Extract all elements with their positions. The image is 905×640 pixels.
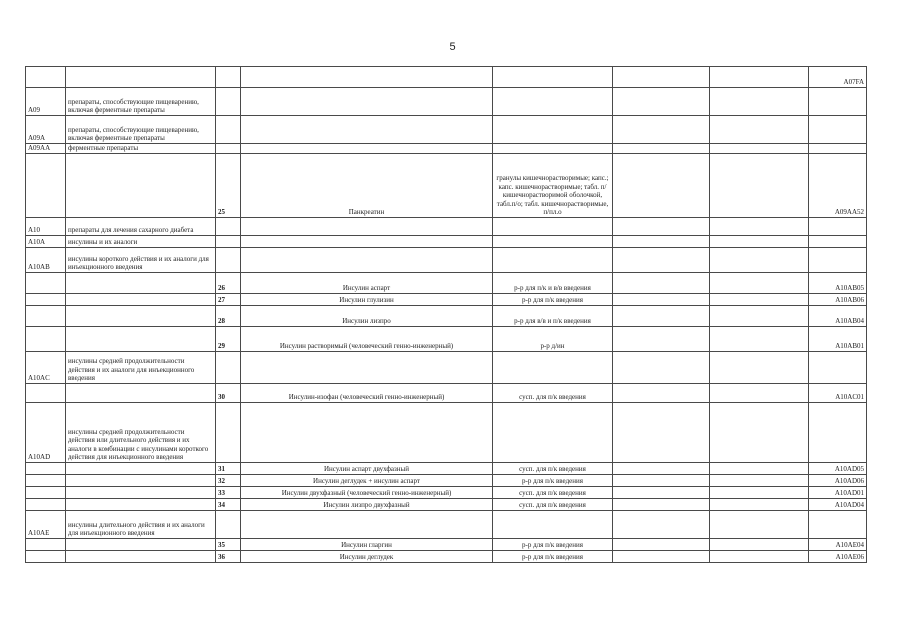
atc-group-code-cell (26, 67, 66, 88)
row-number-cell: 34 (216, 499, 241, 511)
atc-code-cell: A10AE06 (809, 551, 867, 563)
atc-group-code-cell (26, 327, 66, 352)
row-number-cell (216, 67, 241, 88)
dosage-form-cell (493, 144, 613, 154)
atc-code-cell: A10AD01 (809, 487, 867, 499)
table-row (26, 154, 867, 218)
drug-name-cell (241, 116, 493, 144)
atc-group-code-cell: A09A (26, 116, 66, 144)
row-number-cell (216, 236, 241, 248)
atc-group-name-cell (66, 327, 216, 352)
empty-cell (613, 352, 710, 384)
atc-code-cell (809, 236, 867, 248)
atc-group-name-cell (66, 154, 216, 218)
empty-cell (613, 306, 710, 327)
dosage-form-cell (493, 352, 613, 384)
dosage-form-cell (493, 67, 613, 88)
row-number-cell: 29 (216, 327, 241, 352)
empty-cell (613, 499, 710, 511)
dosage-form-cell: р-р для в/в и п/к введения (493, 306, 613, 327)
empty-cell (710, 67, 809, 88)
empty-cell (710, 327, 809, 352)
atc-group-name-cell (66, 463, 216, 475)
drug-name-cell: Инсулин растворимый (человеческий генно-инженерный) (241, 327, 493, 352)
row-number-cell: 26 (216, 273, 241, 294)
atc-group-name-cell: ферментные препараты (66, 144, 216, 154)
row-number-cell (216, 248, 241, 273)
atc-group-name-cell (66, 475, 216, 487)
atc-group-name-cell (66, 67, 216, 88)
dosage-form-cell: р-р для п/к введения (493, 475, 613, 487)
empty-cell (710, 352, 809, 384)
empty-cell (613, 67, 710, 88)
drug-name-cell: Инсулин аспарт двухфазный (241, 463, 493, 475)
table-row (26, 116, 867, 144)
atc-group-code-cell: A10AC (26, 352, 66, 384)
atc-group-code-cell (26, 294, 66, 306)
atc-group-name-cell (66, 294, 216, 306)
row-number-cell (216, 144, 241, 154)
drug-name-cell (241, 403, 493, 463)
atc-group-code-cell: A10 (26, 218, 66, 236)
table-row (26, 352, 867, 384)
atc-group-name-cell (66, 499, 216, 511)
empty-cell (613, 248, 710, 273)
drug-name-cell (241, 218, 493, 236)
drug-name-cell (241, 511, 493, 539)
table-row (26, 306, 867, 327)
drug-name-cell (241, 236, 493, 248)
dosage-form-cell: гранулы кишечнорастворимые; капс.; капс. кишечнорастворимые; табл. п/кишечнорастворимой оболочкой, табл.п/о; табл. кишечнорастворимые, п/пл.о (493, 154, 613, 218)
atc-code-cell (809, 144, 867, 154)
atc-code-cell (809, 248, 867, 273)
empty-cell (613, 487, 710, 499)
atc-code-cell (809, 511, 867, 539)
atc-group-name-cell (66, 539, 216, 551)
empty-cell (710, 384, 809, 403)
table-row (26, 144, 867, 154)
dosage-form-cell (493, 236, 613, 248)
dosage-form-cell (493, 248, 613, 273)
dosage-form-cell (493, 511, 613, 539)
drug-name-cell (241, 144, 493, 154)
drug-name-cell: Инсулин деглудек + инсулин аспарт (241, 475, 493, 487)
empty-cell (613, 384, 710, 403)
table-row (26, 463, 867, 475)
atc-code-cell: A10AD06 (809, 475, 867, 487)
dosage-form-cell: сусп. для п/к введения (493, 384, 613, 403)
dosage-form-cell: сусп. для п/к введения (493, 499, 613, 511)
empty-cell (710, 154, 809, 218)
atc-code-cell: A07FA (809, 67, 867, 88)
row-number-cell (216, 403, 241, 463)
dosage-form-cell (493, 403, 613, 463)
atc-group-name-cell: инсулины короткого действия и их аналоги для инъекционного введения (66, 248, 216, 273)
drug-name-cell: Инсулин аспарт (241, 273, 493, 294)
empty-cell (710, 306, 809, 327)
row-number-cell: 27 (216, 294, 241, 306)
drug-table (25, 66, 867, 563)
empty-cell (710, 144, 809, 154)
table-row (26, 487, 867, 499)
drug-name-cell (241, 88, 493, 116)
empty-cell (710, 88, 809, 116)
atc-group-code-cell (26, 273, 66, 294)
drug-name-cell: Инсулин лизпро двухфазный (241, 499, 493, 511)
atc-group-name-cell: инсулины средней продолжительности действия или длительного действия и их аналоги в комбинации с инсулинами короткого действия для инъекционного введения (66, 403, 216, 463)
atc-group-code-cell: A10AD (26, 403, 66, 463)
empty-cell (613, 463, 710, 475)
atc-group-name-cell: инсулины и их аналоги (66, 236, 216, 248)
empty-cell (710, 248, 809, 273)
atc-code-cell (809, 352, 867, 384)
dosage-form-cell (493, 88, 613, 116)
atc-group-code-cell (26, 384, 66, 403)
dosage-form-cell: сусп. для п/к введения (493, 487, 613, 499)
row-number-cell: 32 (216, 475, 241, 487)
atc-group-name-cell (66, 273, 216, 294)
empty-cell (613, 116, 710, 144)
atc-group-code-cell: A10A (26, 236, 66, 248)
empty-cell (710, 294, 809, 306)
atc-group-name-cell: инсулины средней продолжительности действия и их аналоги для инъекционного введения (66, 352, 216, 384)
table-row (26, 539, 867, 551)
drug-name-cell: Инсулин глулизин (241, 294, 493, 306)
atc-group-name-cell (66, 487, 216, 499)
drug-name-cell: Инсулин лизпро (241, 306, 493, 327)
empty-cell (613, 273, 710, 294)
dosage-form-cell: сусп. для п/к введения (493, 463, 613, 475)
dosage-form-cell: р-р для п/к введения (493, 551, 613, 563)
atc-group-code-cell: A10AE (26, 511, 66, 539)
atc-code-cell (809, 403, 867, 463)
drug-name-cell: Инсулин гларгин (241, 539, 493, 551)
table-row (26, 248, 867, 273)
table-row (26, 294, 867, 306)
empty-cell (710, 511, 809, 539)
drug-name-cell: Панкреатин (241, 154, 493, 218)
drug-name-cell (241, 67, 493, 88)
table-row (26, 551, 867, 563)
empty-cell (710, 273, 809, 294)
drug-name-cell: Инсулин двухфазный (человеческий генно-инженерный) (241, 487, 493, 499)
atc-group-code-cell (26, 551, 66, 563)
drug-name-cell: Инсулин деглудек (241, 551, 493, 563)
atc-code-cell (809, 218, 867, 236)
table-row (26, 511, 867, 539)
atc-code-cell: A10AB05 (809, 273, 867, 294)
atc-group-code-cell (26, 475, 66, 487)
dosage-form-cell: р-р д/ин (493, 327, 613, 352)
atc-group-code-cell: A09AA (26, 144, 66, 154)
table-row (26, 327, 867, 352)
row-number-cell: 31 (216, 463, 241, 475)
row-number-cell (216, 116, 241, 144)
drug-name-cell (241, 248, 493, 273)
atc-group-name-cell: препараты для лечения сахарного диабета (66, 218, 216, 236)
atc-code-cell: A10AD05 (809, 463, 867, 475)
empty-cell (613, 144, 710, 154)
empty-cell (613, 236, 710, 248)
empty-cell (613, 551, 710, 563)
empty-cell (613, 294, 710, 306)
atc-code-cell: A09AA52 (809, 154, 867, 218)
atc-code-cell: A10AE04 (809, 539, 867, 551)
empty-cell (710, 487, 809, 499)
atc-code-cell: A10AB04 (809, 306, 867, 327)
row-number-cell: 25 (216, 154, 241, 218)
atc-code-cell: A10AB06 (809, 294, 867, 306)
table-row (26, 236, 867, 248)
atc-group-code-cell (26, 539, 66, 551)
empty-cell (613, 475, 710, 487)
empty-cell (613, 403, 710, 463)
atc-group-code-cell (26, 487, 66, 499)
table-row (26, 384, 867, 403)
atc-code-cell: A10AB01 (809, 327, 867, 352)
empty-cell (710, 499, 809, 511)
empty-cell (710, 116, 809, 144)
drug-name-cell: Инсулин-изофан (человеческий генно-инженерный) (241, 384, 493, 403)
empty-cell (710, 218, 809, 236)
atc-group-name-cell (66, 551, 216, 563)
atc-group-name-cell (66, 384, 216, 403)
atc-group-code-cell (26, 499, 66, 511)
atc-group-code-cell: A10AB (26, 248, 66, 273)
atc-code-cell (809, 116, 867, 144)
atc-group-code-cell: A09 (26, 88, 66, 116)
empty-cell (613, 539, 710, 551)
empty-cell (613, 511, 710, 539)
atc-code-cell (809, 88, 867, 116)
table-row (26, 403, 867, 463)
row-number-cell: 33 (216, 487, 241, 499)
empty-cell (710, 475, 809, 487)
empty-cell (710, 236, 809, 248)
empty-cell (710, 539, 809, 551)
dosage-form-cell: р-р для п/к и в/в введения (493, 273, 613, 294)
empty-cell (710, 551, 809, 563)
row-number-cell: 28 (216, 306, 241, 327)
row-number-cell: 35 (216, 539, 241, 551)
empty-cell (710, 403, 809, 463)
row-number-cell: 30 (216, 384, 241, 403)
drug-name-cell (241, 352, 493, 384)
row-number-cell (216, 352, 241, 384)
row-number-cell (216, 88, 241, 116)
empty-cell (613, 327, 710, 352)
empty-cell (710, 463, 809, 475)
atc-group-code-cell (26, 154, 66, 218)
atc-code-cell: A10AC01 (809, 384, 867, 403)
table-row (26, 273, 867, 294)
table-row (26, 475, 867, 487)
atc-group-name-cell (66, 306, 216, 327)
row-number-cell (216, 218, 241, 236)
atc-group-code-cell (26, 306, 66, 327)
table-row (26, 88, 867, 116)
atc-group-name-cell: инсулины длительного действия и их аналоги для инъекционного введения (66, 511, 216, 539)
row-number-cell: 36 (216, 551, 241, 563)
empty-cell (613, 154, 710, 218)
table-row (26, 67, 867, 88)
empty-cell (613, 218, 710, 236)
row-number-cell (216, 511, 241, 539)
empty-cell (613, 88, 710, 116)
atc-group-name-cell: препараты, способствующие пищеварению, включая ферментные препараты (66, 88, 216, 116)
dosage-form-cell (493, 218, 613, 236)
page-number: 5 (449, 41, 456, 53)
atc-group-code-cell (26, 463, 66, 475)
dosage-form-cell: р-р для п/к введения (493, 294, 613, 306)
dosage-form-cell: р-р для п/к введения (493, 539, 613, 551)
table-row (26, 218, 867, 236)
table-row (26, 499, 867, 511)
atc-code-cell: A10AD04 (809, 499, 867, 511)
dosage-form-cell (493, 116, 613, 144)
atc-group-name-cell: препараты, способствующие пищеварению, включая ферментные препараты (66, 116, 216, 144)
